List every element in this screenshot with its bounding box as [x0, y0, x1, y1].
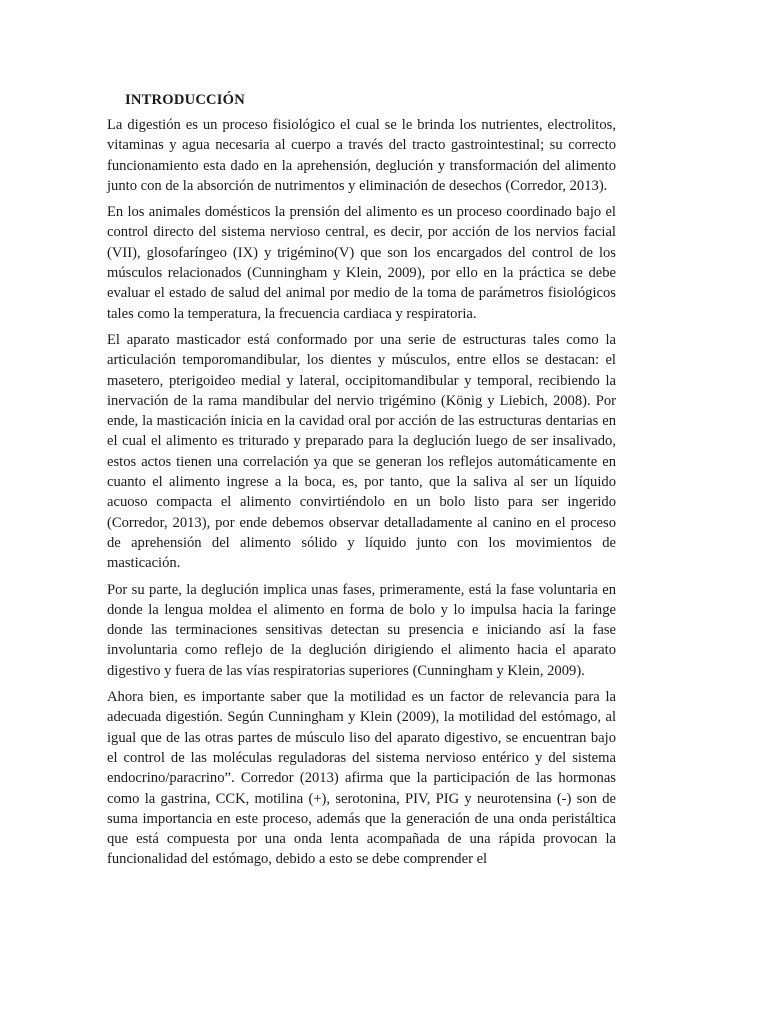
paragraph-deglucion: Por su parte, la deglución implica unas fases, primeramente, está la fase voluntaria en donde la lengua moldea el alimento en forma de bolo y lo impulsa hacia la faringe donde las terminaciones sensitivas detectan su presencia e iniciando así la fase involuntaria como reflejo de la deglución dirigiendo el alimento hacia el aparato digestivo y fuera de las vías respiratorias superiores (Cunningham y Klein, 2009).	[107, 581, 616, 679]
section-heading: INTRODUCCIÓN	[125, 92, 245, 108]
paragraph-digestion: La digestión es un proceso fisiológico el cual se le brinda los nutrientes, electrolitos, vitaminas y agua necesaria al cuerpo a través del tracto gastrointestinal; su correcto funcionamiento esta dado en la aprehensión, deglución y transformación del alimento junto con de la absorción de nutrimentos y eliminación de desechos (Corredor, 2013).	[107, 117, 616, 194]
paragraph-prension: En los animales domésticos la prensión del alimento es un proceso coordinado bajo el control directo del sistema nervioso central, es decir, por acción de los nervios facial (VII), glosofaríngeo (IX) y trigémino(V) que son los encargados del control de los músculos relacionados (Cunningham y Klein, 2009), por ello en la práctica se debe evaluar el estado de salud del animal por medio de la toma de parámetros fisiológicos tales como la temperatura, la frecuencia cardiaca y respiratoria.	[107, 204, 616, 322]
document-page	[107, 90, 616, 876]
paragraph-masticacion: El aparato masticador está conformado por una serie de estructuras tales como la articulación temporomandibular, los dientes y músculos, entre ellos se destacan: el masetero, pterigoideo medial y lateral, occipitomandibular y temporal, recibiendo la inervación de la rama mandibular del nervio trigémino (König y Liebich, 2008). Por ende, la masticación inicia en la cavidad oral por acción de las estructuras dentarias en el cual el alimento es triturado y preparado para la deglución luego de ser insalivado, estos actos tienen una correlación ya que se generan los reflejos automáticamente en cuanto el alimento ingrese a la boca, es, por tanto, que la saliva al ser un líquido acuoso compacta el alimento convirtiéndolo en un bolo listo para ser ingerido (Corredor, 2013), por ende debemos observar detalladamente al canino en el proceso de aprehensión del alimento sólido y líquido junto con los movimientos de masticación.	[107, 331, 616, 572]
paragraph-motilidad: Ahora bien, es importante saber que la motilidad es un factor de relevancia para la adecuada digestión. Según Cunningham y Klein (2009), la motilidad del estómago, al igual que de las otras partes de músculo liso del aparato digestivo, se encuentran bajo el control de las moléculas reguladoras del sistema nervioso entérico y del sistema endocrino/paracrino”. Corredor (2013) afirma que la participación de las hormonas como la gastrina, CCK, motilina (+), serotonina, PIV, PIG y neurotensina (-) son de suma importancia en este proceso, además que la generación de una onda peristáltica que está compuesta por una onda lenta acompañada de una rápida provocan la funcionalidad del estómago, debido a esto se debe comprender el	[107, 689, 616, 868]
